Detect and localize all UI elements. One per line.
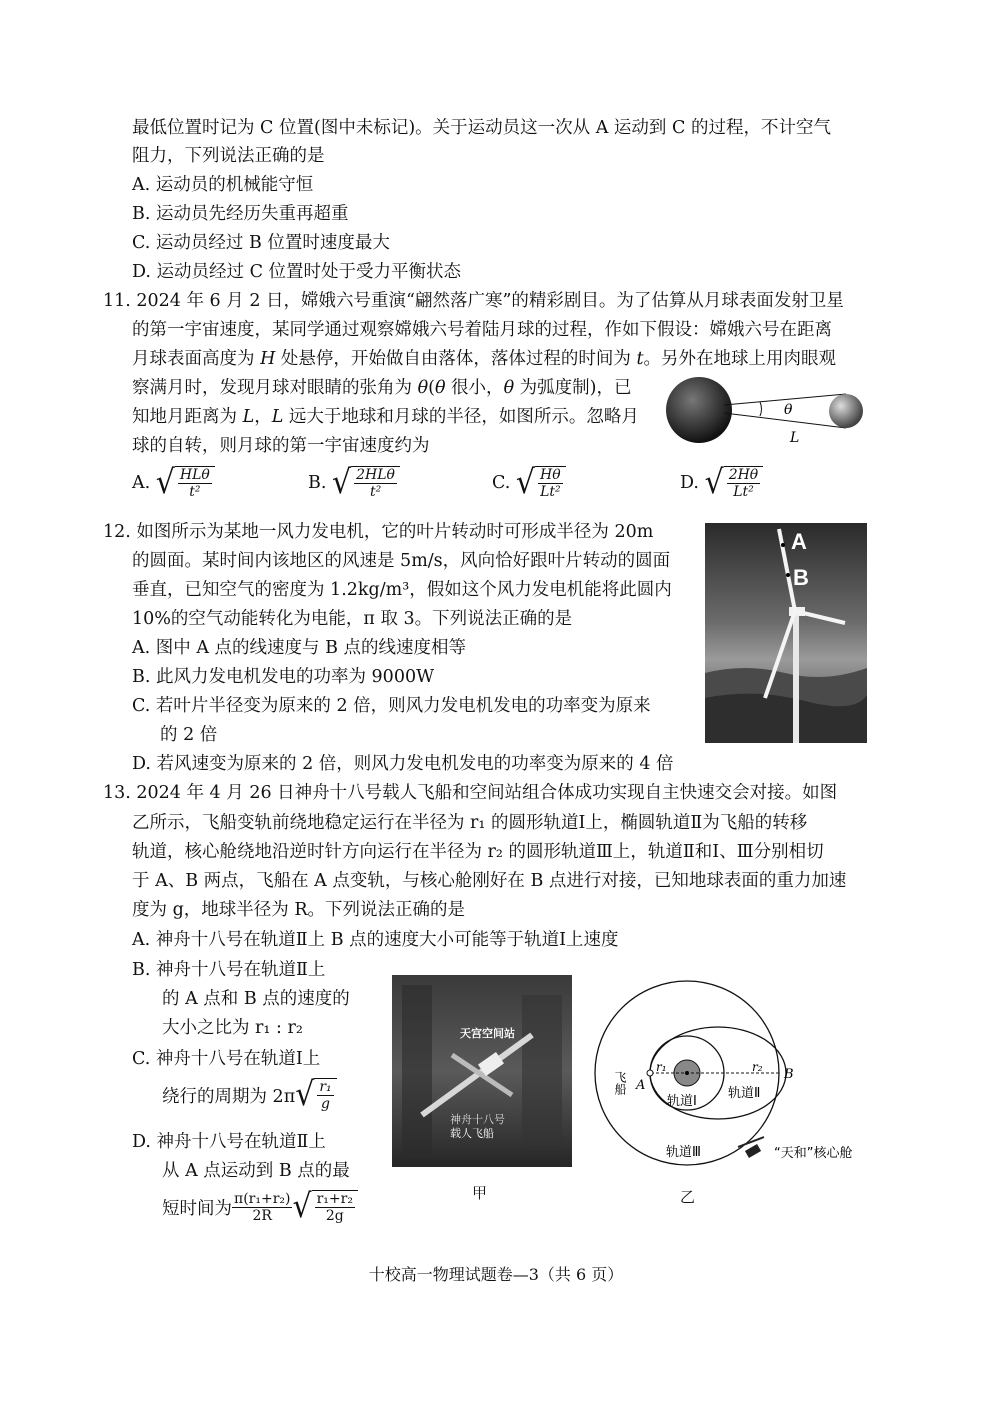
orbit-diagram: [594, 975, 884, 1175]
q11-option-a: A. √ $\frac{\text{HLθ}}{\text{t²}}$: [132, 466, 215, 500]
q11-option-b: B. √ $\frac{\text{2HLθ}}{\text{t²}}$: [308, 466, 400, 500]
q13-option-d-line1: D. 神舟十八号在轨道Ⅱ上: [132, 1132, 326, 1152]
q13-line4: 于 A、B 两点，飞船在 A 点变轨，与核心舱刚好在 B 点进行对接，已知地球表面的重力加速: [132, 871, 847, 891]
q12-option-a: A. 图中 A 点的线速度与 B 点的线速度相等: [132, 638, 467, 658]
q11-option-c: C. √ $\frac{H\theta}{\text{Lt²}}$: [492, 466, 566, 500]
fig-theta: θ: [784, 402, 793, 418]
q12-option-c-line1: C. 若叶片半径变为原来的 2 倍，则风力发电机发电的功率变为原来: [132, 696, 651, 716]
fig-core-label: “天和”核心舱: [774, 1146, 853, 1161]
q12-line3: 垂直，已知空气的密度为 1.2kg/m³，假如这个风力发电机能将此圆内: [132, 580, 672, 600]
q10-option-a: A. 运动员的机械能守恒: [132, 175, 314, 195]
q13-option-b-line1: B. 神舟十八号在轨道Ⅱ上: [132, 960, 326, 980]
fig-orbit-1: 轨道Ⅰ: [667, 1094, 697, 1109]
q13-option-a: A. 神舟十八号在轨道Ⅱ上 B 点的速度大小可能等于轨道Ⅰ上速度: [132, 930, 619, 950]
q13-option-d-line2: 从 A 点运动到 B 点的最: [162, 1161, 350, 1181]
earth-moon-figure: [664, 370, 874, 450]
fig-point-a: A: [791, 529, 807, 554]
fig-orbit-2: 轨道Ⅱ: [728, 1086, 761, 1101]
fig-orbit-3: 轨道Ⅲ: [666, 1145, 701, 1160]
q11-line3: 月球表面高度为 H 处悬停，开始做自由落体，落体过程的时间为 t。另外在地球上用肉眼观: [132, 349, 836, 369]
q10-line1: 最低位置时记为 C 位置(图中未标记)。关于运动员这一次从 A 运动到 C 的过程，不计空气: [132, 118, 831, 138]
q10-option-c: C. 运动员经过 B 位置时速度最大: [132, 233, 390, 253]
q13-line2: 乙所示，飞船变轨前绕地稳定运行在半径为 r₁ 的圆形轨道Ⅰ上，椭圆轨道Ⅱ为飞船的转移: [132, 813, 808, 833]
space-station-photo: [392, 975, 572, 1167]
earth-icon: [666, 377, 732, 443]
fig-r1: r₁: [656, 1060, 667, 1074]
q11-line5: 知地月距离为 L，L 远大于地球和月球的半径，如图所示。忽略月: [132, 407, 639, 427]
caption-jia: 甲: [472, 1184, 488, 1202]
q11-line1: 11. 2024 年 6 月 2 日，嫦娥六号重演“翩然落广寒”的精彩剧目。为了估算从月球表面发射卫星: [103, 291, 844, 311]
q13-line3: 轨道，核心舱绕地沿逆时针方向运行在半径为 r₂ 的圆形轨道Ⅲ上，轨道Ⅱ和Ⅰ、Ⅲ分别相切: [132, 842, 824, 862]
q12-line1: 12. 如图所示为某地一风力发电机，它的叶片转动时可形成半径为 20m: [103, 522, 654, 542]
q13-line1: 13. 2024 年 4 月 26 日神舟十八号载人飞船和空间站组合体成功实现自主快速交会对接。如图: [103, 783, 838, 803]
fig-jia-label-station: 天宫空间站: [460, 1027, 515, 1040]
fig-jia-label-ship: 神舟十八号: [450, 1113, 505, 1126]
caption-yi: 乙: [680, 1188, 696, 1206]
fig-point-b: B: [784, 1067, 794, 1082]
q12-line4: 10%的空气动能转化为电能，π 取 3。下列说法正确的是: [132, 609, 573, 629]
q13-line5: 度为 g，地球半径为 R。下列说法正确的是: [132, 900, 466, 920]
page-footer: 十校高一物理试题卷—3（共 6 页）: [368, 1265, 624, 1284]
q10-line2: 阻力，下列说法正确的是: [132, 146, 325, 166]
q10-option-b: B. 运动员先经历失重再超重: [132, 204, 349, 224]
fig-point-a: A: [636, 1078, 646, 1093]
q13-option-b-line2: 的 A 点和 B 点的速度的: [162, 989, 350, 1009]
q11-line4: 察满月时，发现月球对眼睛的张角为 θ(θ 很小，θ 为弧度制)，已: [132, 378, 632, 398]
q13-option-b-line3: 大小之比为 r₁ : r₂: [162, 1018, 303, 1038]
q12-option-d: D. 若风速变为原来的 2 倍，则风力发电机发电的功率变为原来的 4 倍: [132, 754, 674, 774]
q11-line2: 的第一宇宙速度，某同学通过观察嫦娥六号着陆月球的过程，作如下假设：嫦娥六号在距离: [132, 320, 832, 340]
q12-option-c-line2: 的 2 倍: [160, 725, 218, 745]
fig-L: L: [790, 430, 800, 446]
q12-option-b: B. 此风力发电机发电的功率为 9000W: [132, 667, 435, 687]
wind-turbine-photo: [705, 523, 867, 743]
q11-line6: 球的自转，则月球的第一宇宙速度约为: [132, 436, 430, 456]
q11-option-d: D. √ $\frac{2H\theta}{\text{Lt²}}$: [680, 466, 763, 500]
q13-option-c-line2: 绕行的周期为 2π √ $\frac{\text{r₁}}{g}$: [162, 1078, 337, 1112]
fig-point-b: B: [793, 565, 809, 590]
q12-line2: 的圆面。某时间内该地区的风速是 5m/s，风向恰好跟叶片转动的圆面: [132, 551, 671, 571]
fig-jia-label-crewed: 载人飞船: [450, 1127, 494, 1140]
q13-option-d-line3: 短时间为 $\frac{\text{π(r₁+r₂)}}{2R}$ √ $\frac{\text{r₁+r₂}}{2g}$: [162, 1190, 358, 1224]
q10-option-d: D. 运动员经过 C 位置时处于受力平衡状态: [132, 262, 462, 282]
fig-ship-label: 飞船: [613, 1071, 627, 1095]
fig-r2: r₂: [752, 1060, 763, 1074]
moon-icon: [829, 394, 863, 428]
q13-option-c-line1: C. 神舟十八号在轨道Ⅰ上: [132, 1049, 321, 1069]
